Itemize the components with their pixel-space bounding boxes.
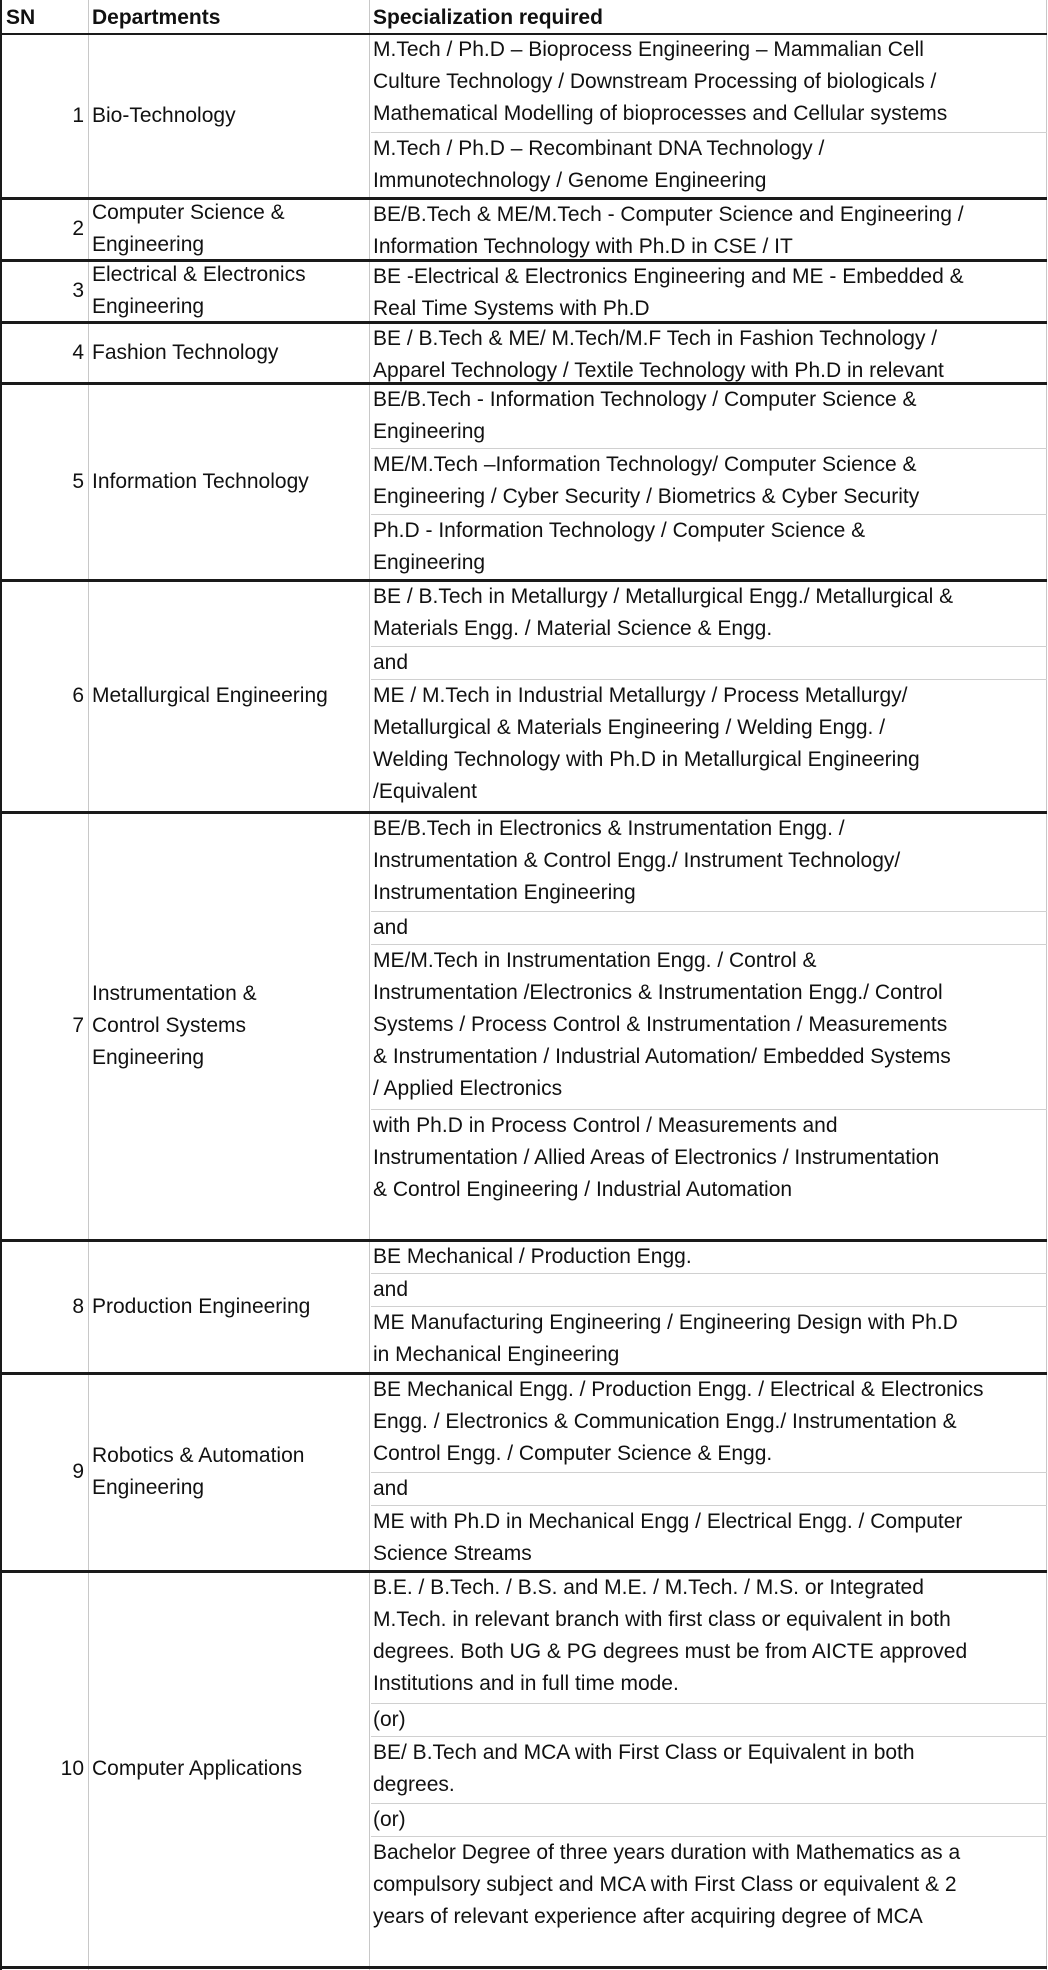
spec-entry: ME/M.Tech in Instrumentation Engg. / Control & Instrumentation /Electronics & Instrumentation Engg./ Control Systems / Process Control & Instrumentation / Measurements & Instrumentation / Industrial Automation/ Embedded Systems / Applied Electronics — [373, 949, 951, 1100]
spec-divider — [371, 911, 1047, 912]
spec-divider — [371, 646, 1047, 647]
spec-entry: BE Mechanical / Production Engg. — [373, 1245, 692, 1268]
spec-divider — [371, 1273, 1047, 1274]
spec-entry: BE/B.Tech & ME/M.Tech - Computer Science and Engineering / Information Technology with Ph.D in CSE / IT — [373, 203, 964, 258]
row-department: Computer Science & Engineering — [92, 201, 285, 256]
spec-entry: ME Manufacturing Engineering / Engineering Design with Ph.D in Mechanical Engineering — [373, 1311, 958, 1366]
spec-divider — [371, 132, 1047, 133]
row-sn: 2 — [72, 217, 84, 240]
row-department: Fashion Technology — [92, 340, 279, 364]
spec-entry: with Ph.D in Process Control / Measurements and Instrumentation / Allied Areas of Electronics / Instrumentation & Control Engineering / Industrial Automation — [373, 1114, 940, 1201]
spec-divider — [371, 1736, 1047, 1737]
spec-entry: ME / M.Tech in Industrial Metallurgy / Process Metallurgy/ Metallurgical & Materials Engineering / Welding Engg. / Welding Technology with Ph.D in Metallurgical Engineering /Equivalent — [373, 684, 920, 803]
row-department: Bio-Technology — [92, 103, 236, 127]
spec-divider — [371, 1803, 1047, 1804]
spec-entry: ME/M.Tech –Information Technology/ Computer Science & Engineering / Cyber Security / Biometrics & Cyber Security — [373, 453, 920, 508]
spec-entry: Ph.D - Information Technology / Computer Science & Engineering — [373, 519, 866, 574]
spec-entry: (or) — [373, 1808, 406, 1831]
row-sn: 9 — [72, 1460, 84, 1483]
spec-entry: M.Tech / Ph.D – Recombinant DNA Technology / Immunotechnology / Genome Engineering — [373, 137, 825, 192]
spec-divider — [371, 1306, 1047, 1307]
spec-entry: BE Mechanical Engg. / Production Engg. / Electrical & Electronics Engg. / Electronics & Communication Engg./ Instrumentation & Control Engg. / Computer Science & Engg. — [373, 1378, 984, 1465]
spec-divider — [371, 1109, 1047, 1110]
spec-entry: Bachelor Degree of three years duration with Mathematics as a compulsory subject and MCA with First Class or equivalent & 2 years of relevant experience after acquiring degree of MCA — [373, 1841, 961, 1928]
row-sn: 1 — [72, 103, 84, 127]
spec-entry: and — [373, 1278, 409, 1301]
spec-entry: BE/B.Tech - Information Technology / Computer Science & Engineering — [373, 388, 917, 443]
row-department: Electrical & Electronics Engineering — [92, 263, 306, 318]
row-sn: 5 — [72, 469, 84, 493]
spec-entry: BE / B.Tech in Metallurgy / Metallurgical Engg./ Metallurgical & Materials Engg. / Material Science & Engg. — [373, 585, 954, 640]
spec-entry: M.Tech / Ph.D – Bioprocess Engineering – Mammalian Cell Culture Technology / Downstream Processing of biologicals / Mathematical Modelling of bioprocesses and Cellular systems — [373, 38, 948, 125]
spec-entry: BE -Electrical & Electronics Engineering and ME - Embedded & Real Time Systems with Ph.D — [373, 265, 964, 320]
spec-divider — [371, 514, 1047, 515]
row-sn: 4 — [72, 340, 84, 364]
row-department: Robotics & Automation Engineering — [92, 1444, 305, 1499]
row-department: Production Engineering — [92, 1294, 311, 1318]
spec-entry: BE/B.Tech in Electronics & Instrumentation Engg. / Instrumentation & Control Engg./ Instrument Technology/ Instrumentation Engineering — [373, 817, 901, 904]
row-sn: 7 — [72, 1014, 84, 1037]
spec-entry: ME with Ph.D in Mechanical Engg / Electrical Engg. / Computer Science Streams — [373, 1510, 963, 1565]
spec-divider — [371, 1505, 1047, 1506]
row-sn: 6 — [72, 684, 84, 707]
header-sn: SN — [6, 6, 36, 29]
row-sn: 10 — [60, 1757, 84, 1780]
row-department: Information Technology — [92, 469, 309, 493]
row-sn: 3 — [72, 279, 84, 302]
row-sn: 8 — [72, 1294, 84, 1318]
spec-divider — [371, 1703, 1047, 1704]
spec-entry: BE / B.Tech & ME/ M.Tech/M.F Tech in Fashion Technology / Apparel Technology / Textile Technology with Ph.D in relevant — [373, 327, 944, 382]
spec-divider — [371, 944, 1047, 945]
grid-line — [1046, 0, 1047, 1970]
spec-divider — [371, 679, 1047, 680]
spec-divider — [371, 1836, 1047, 1837]
header-specialization: Specialization required — [373, 6, 603, 29]
spec-entry: B.E. / B.Tech. / B.S. and M.E. / M.Tech. / M.S. or Integrated M.Tech. in relevant branch with first class or equivalent in both degrees. Both UG & PG degrees must be from AICTE approved Institutions and in full time mode. — [373, 1576, 968, 1695]
row-department: Metallurgical Engineering — [92, 684, 328, 707]
grid-line — [88, 0, 89, 1970]
spec-divider — [371, 448, 1047, 449]
header-departments: Departments — [92, 6, 221, 29]
spec-entry: (or) — [373, 1708, 406, 1731]
row-department: Computer Applications — [92, 1757, 303, 1780]
spec-entry: BE/ B.Tech and MCA with First Class or Equivalent in both degrees. — [373, 1741, 915, 1796]
spec-entry: and — [373, 916, 409, 939]
spec-entry: and — [373, 1477, 409, 1500]
spec-divider — [371, 1472, 1047, 1473]
row-department: Instrumentation & Control Systems Engineering — [92, 982, 257, 1069]
grid-line — [369, 0, 370, 1970]
spec-entry: and — [373, 651, 409, 674]
row-rule — [0, 1966, 1047, 1969]
